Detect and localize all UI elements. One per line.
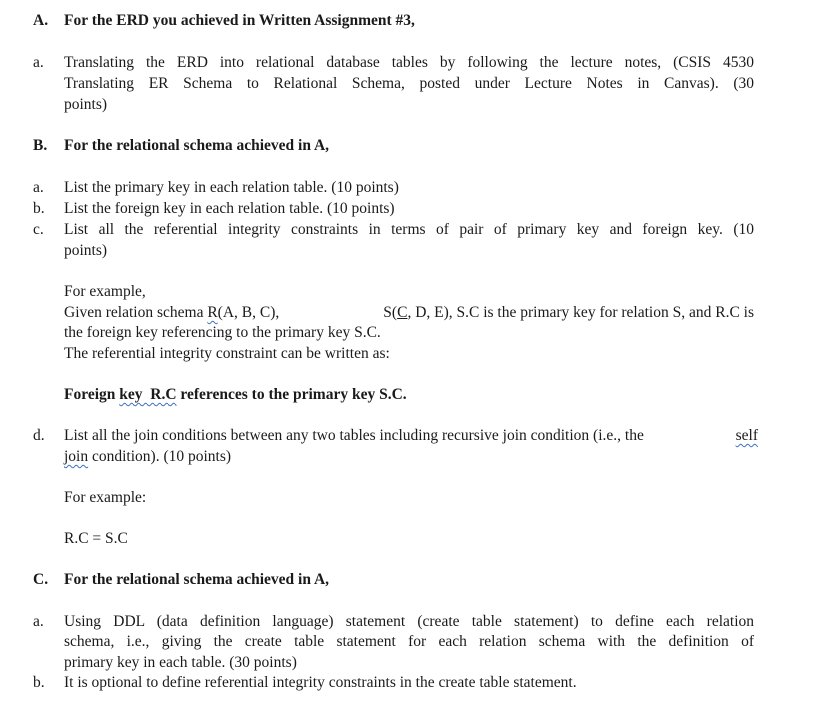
section-a-letter: A. [33,12,49,29]
section-b-letter: B. [33,137,48,154]
section-b-heading: For the relational schema achieved in A, [64,137,330,154]
item-d-example-value: R.C = S.C [64,530,128,547]
section-b-item-a-text: List the primary key in each relation table. (10 points) [64,179,399,196]
example-schema-line [64,303,754,323]
fk-statement-part-1: Foreign [64,386,120,403]
section-a-item-a-line-2: Translating ER Schema to Relational Schema, posted under Lecture Notes in Canvas). (30 [64,75,754,92]
item-d-line-2-wavy: join [64,448,89,465]
item-d-line-1-wavy: self [735,427,758,444]
section-b-item-a-marker: a. [33,179,44,196]
section-c-item-a-line-3: primary key in each table. (30 points) [64,654,297,671]
section-b-item-c-line-2: points) [64,242,108,259]
schema-r-rest: (A, B, C), [217,304,280,321]
section-b-item-c-marker: c. [33,221,44,238]
section-a-item-a-marker: a. [33,54,44,71]
example-intro: For example, [64,283,146,300]
item-d-line-2-rest: condition). (10 points) [88,448,232,465]
section-b-item-d-line-2 [64,447,231,467]
section-b-item-b-marker: b. [33,200,45,217]
section-b-item-c-line-1: List all the referential integrity constraints in terms of pair of primary key and foreign key. (10 [64,221,754,238]
schema-prefix: Given relation schema [64,304,208,321]
example-line-2: the foreign key referencing to the primary key S.C. [64,324,381,341]
schema-s-name: S( [383,304,398,321]
item-d-example-label: For example: [64,489,147,506]
section-c-item-a-marker: a. [33,613,44,630]
fk-statement-part-2: key R.C [119,386,177,403]
schema-s-rest: , D, E), S.C is the primary key for relation S, and R.C is [407,304,754,321]
fk-statement-part-3: references to the primary key S.C. [176,386,407,403]
section-c-item-a-line-2: schema, i.e., giving the create table statement for each relation schema with the definition of [64,633,754,650]
section-b-item-d-marker: d. [33,427,45,444]
section-b-item-b-text: List the foreign key in each relation table. (10 points) [64,200,395,217]
section-a-item-a-line-1: Translating the ERD into relational database tables by following the lecture notes, (CSIS 4530 [64,54,754,71]
schema-r-name: R [207,304,218,321]
schema-s-key: C [397,304,408,321]
section-c-item-b-text: It is optional to define referential integrity constraints in the create table statement. [64,674,577,691]
fk-statement [64,385,407,405]
section-c-item-b-marker: b. [33,674,45,691]
section-c-item-a-line-1: Using DDL (data definition language) statement (create table statement) to define each relation [64,613,754,630]
section-c-letter: C. [33,571,49,588]
section-b-item-d-line-1 [64,426,758,446]
section-c-heading: For the relational schema achieved in A, [64,571,330,588]
section-a-item-a-line-3: points) [64,96,108,113]
item-d-line-1-main: List all the join conditions between any two tables including recursive join condition (i.e., the [64,427,648,444]
section-a-heading: For the ERD you achieved in Written Assignment #3, [64,12,415,29]
example-line-3: The referential integrity constraint can be written as: [64,345,390,362]
